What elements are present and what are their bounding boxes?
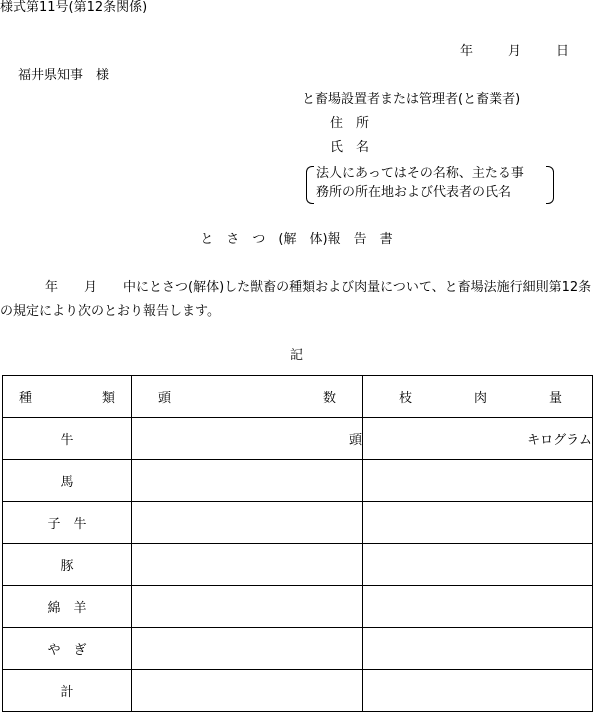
meat-weight-cell[interactable] — [363, 670, 593, 712]
head-count-cell[interactable] — [132, 544, 363, 586]
date-month-label: 月 — [508, 44, 522, 59]
address-label: 住 所 — [330, 116, 370, 131]
date-line — [460, 44, 569, 60]
meat-weight-cell[interactable] — [363, 418, 593, 460]
ki-heading: 記 — [289, 348, 303, 363]
table-row — [3, 544, 593, 586]
left-bracket — [306, 166, 314, 204]
weight-unit: キログラム — [527, 433, 592, 448]
header-head-count — [132, 376, 363, 418]
date-day-label: 日 — [556, 44, 570, 59]
corporation-note-line1: 法人にあってはその名称、主たる事 — [316, 166, 524, 181]
corporation-note — [306, 164, 554, 206]
table-row — [3, 418, 593, 460]
row-kind: 牛 — [3, 418, 132, 460]
addressee: 福井県知事 様 — [18, 68, 110, 83]
row-kind: 子 牛 — [3, 502, 132, 544]
header-kind — [3, 376, 132, 418]
reporter-role: と畜場設置者または管理者(と畜業者) — [302, 92, 521, 107]
meat-weight-cell[interactable] — [363, 502, 593, 544]
document-title: と さ つ (解 体)報 告 書 — [200, 232, 393, 247]
header-meat — [363, 376, 593, 418]
table-row — [3, 502, 593, 544]
body-paragraph: 年 月 中にとさつ(解体)した獣畜の種類および肉量について、と畜場法施行細則第12条の規定により次のとおり報告します。 — [0, 280, 592, 319]
head-count-cell[interactable] — [132, 586, 363, 628]
header-meat-char3: 量 — [548, 391, 562, 406]
row-kind: 馬 — [3, 460, 132, 502]
table-row — [3, 460, 593, 502]
head-unit: 頭 — [348, 433, 362, 448]
date-year-label: 年 — [460, 44, 474, 59]
head-count-cell[interactable] — [132, 460, 363, 502]
head-count-cell[interactable] — [132, 502, 363, 544]
row-kind: 綿 羊 — [3, 586, 132, 628]
name-label: 氏 名 — [330, 140, 370, 155]
right-bracket — [546, 166, 554, 204]
meat-weight-cell[interactable] — [363, 628, 593, 670]
table-header-row — [3, 376, 593, 418]
corporation-note-line2: 務所の所在地および代表者の氏名 — [316, 185, 512, 200]
meat-weight-cell[interactable] — [363, 460, 593, 502]
table-row — [3, 628, 593, 670]
row-kind: や ぎ — [3, 628, 132, 670]
header-meat-char2: 肉 — [473, 391, 487, 406]
header-meat-char1: 枝 — [399, 391, 413, 406]
head-count-cell[interactable] — [132, 418, 363, 460]
header-head-count-char1: 頭 — [158, 391, 172, 406]
meat-weight-cell[interactable] — [363, 544, 593, 586]
report-table — [2, 375, 593, 712]
row-kind: 豚 — [3, 544, 132, 586]
header-kind-char1: 種 — [19, 391, 33, 406]
row-kind-total: 計 — [3, 670, 132, 712]
header-kind-char2: 類 — [101, 391, 115, 406]
table-row — [3, 586, 593, 628]
head-count-cell[interactable] — [132, 628, 363, 670]
meat-weight-cell[interactable] — [363, 586, 593, 628]
table-row — [3, 670, 593, 712]
head-count-cell[interactable] — [132, 670, 363, 712]
header-head-count-char2: 数 — [322, 391, 336, 406]
form-number: 様式第11号(第12条関係) — [0, 0, 148, 15]
